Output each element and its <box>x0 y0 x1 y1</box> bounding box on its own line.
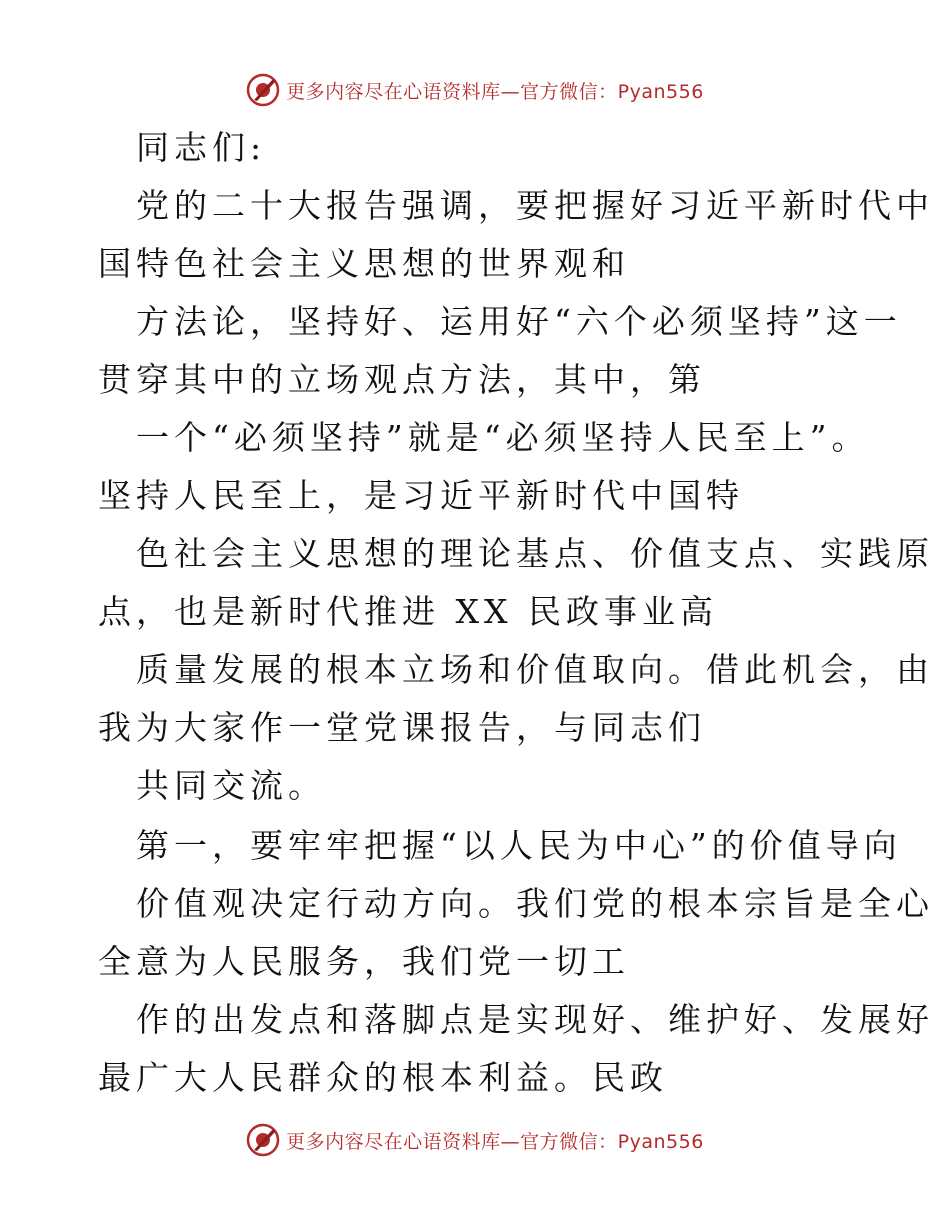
quill-logo-icon <box>246 1123 280 1157</box>
text-line: 坚持人民至上，是习近平新时代中国特 <box>98 476 744 515</box>
text-line: 色社会主义思想的理论基点、价值支点、实践原 <box>136 534 934 573</box>
header-watermark-text: 更多内容尽在心语资料库—官方微信：Pyan556 <box>286 80 704 103</box>
text-line: 国特色社会主义思想的世界观和 <box>98 244 630 283</box>
footer-watermark <box>0 1120 950 1160</box>
text-line: 质量发展的根本立场和价值取向。借此机会，由 <box>136 650 934 689</box>
text-line: 一个“必须坚持”就是“必须坚持人民至上”。 <box>136 418 870 457</box>
text-line: 方法论，坚持好、运用好“六个必须坚持”这一 <box>136 302 902 341</box>
text-line: 作的出发点和落脚点是实现好、维护好、发展好 <box>136 1000 934 1039</box>
text-line: 同志们: <box>136 128 267 167</box>
header-watermark <box>0 70 950 110</box>
text-line: 价值观决定行动方向。我们党的根本宗旨是全心 <box>136 884 934 923</box>
text-line: 我为大家作一堂党课报告，与同志们 <box>98 708 706 747</box>
text-line: 第一，要牢牢把握“以人民为中心”的价值导向 <box>136 826 902 865</box>
text-line: 党的二十大报告强调，要把握好习近平新时代中 <box>136 186 934 225</box>
text-line: 全意为人民服务，我们党一切工 <box>98 942 630 981</box>
footer-watermark-text: 更多内容尽在心语资料库—官方微信：Pyan556 <box>286 1130 704 1153</box>
text-line: 共同交流。 <box>136 766 326 805</box>
text-line: 贯穿其中的立场观点方法，其中，第 <box>98 360 706 399</box>
quill-logo-icon <box>246 73 280 107</box>
text-line: 最广大人民群众的根本利益。民政 <box>98 1058 668 1097</box>
text-line: 点，也是新时代推进 XX 民政事业高 <box>98 592 718 631</box>
